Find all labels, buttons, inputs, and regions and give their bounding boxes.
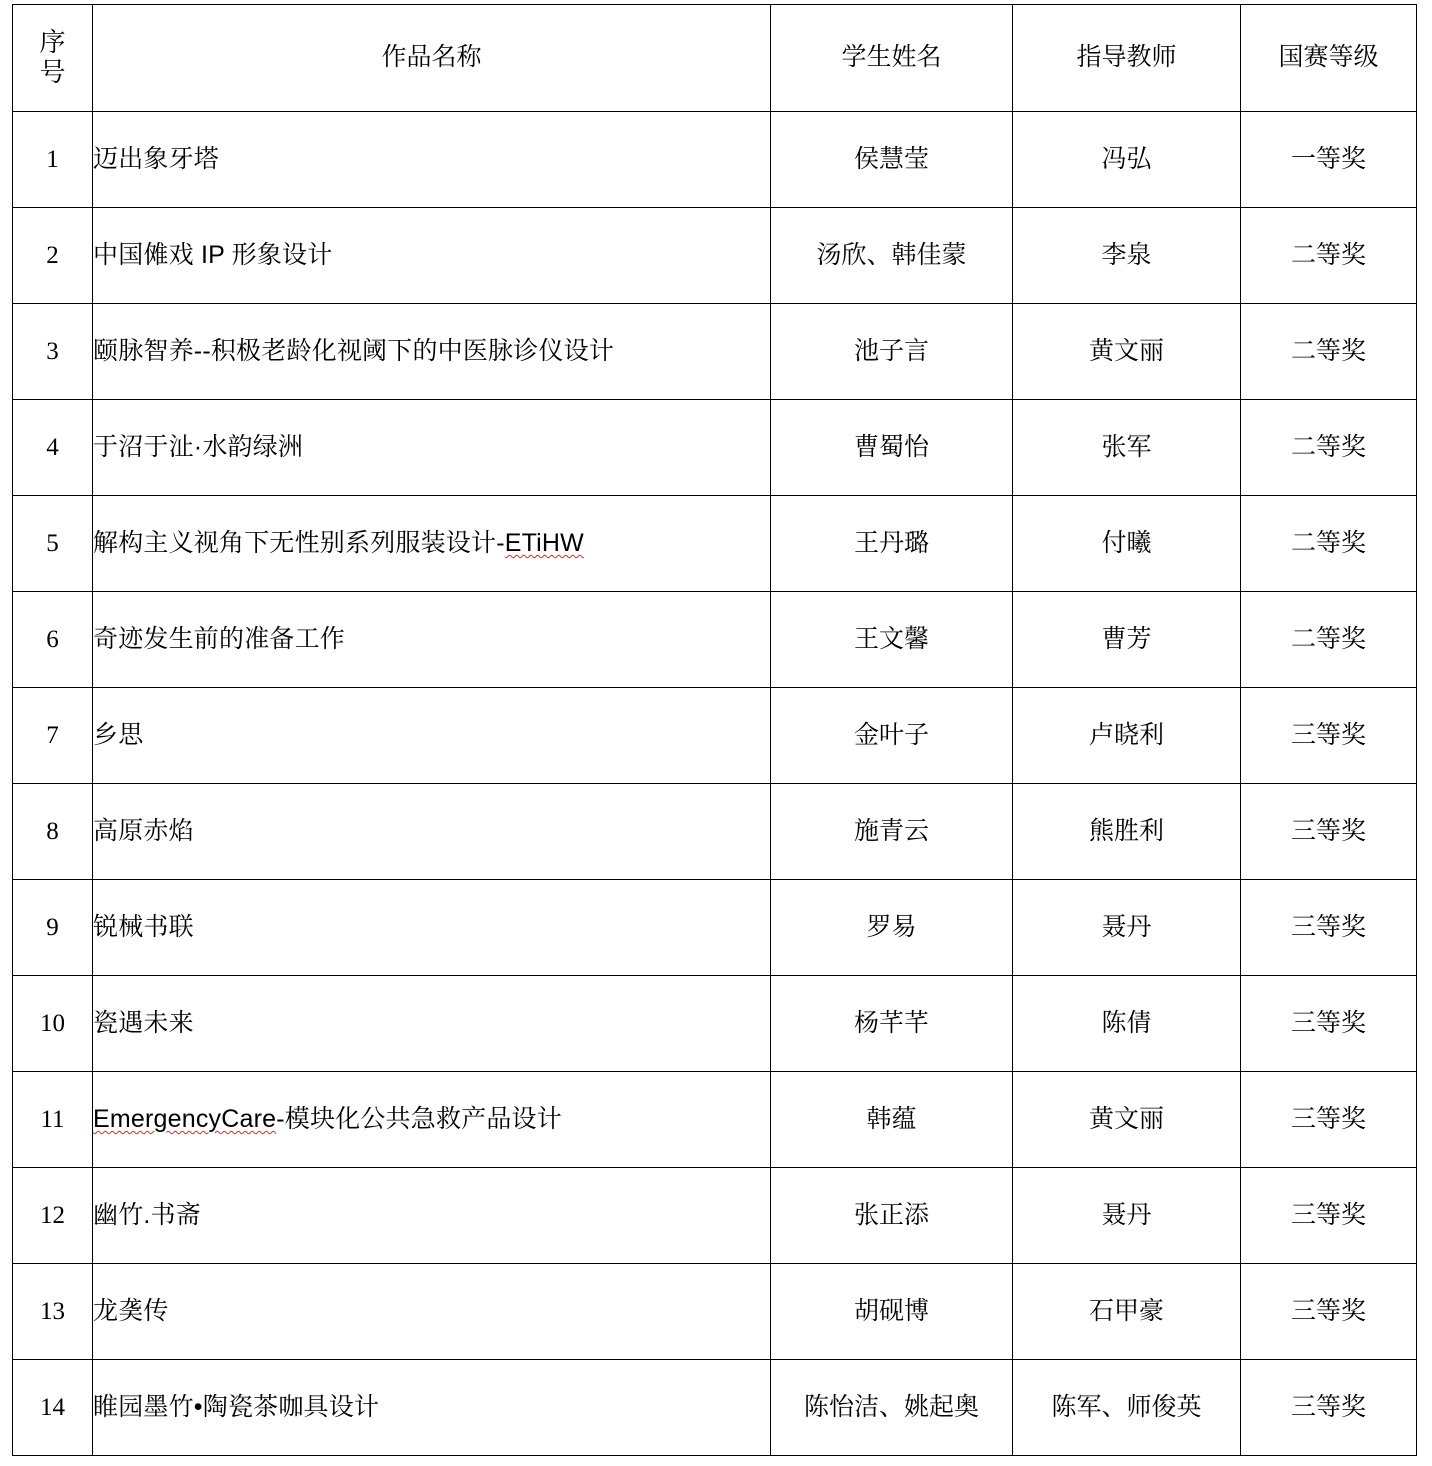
column-header-index-char2: 号 <box>39 57 66 87</box>
table-row <box>13 688 1417 784</box>
column-header-level: 国赛等级 <box>1241 5 1417 112</box>
table-body <box>13 112 1417 1456</box>
cell-teacher: 黄文丽 <box>1013 1072 1241 1168</box>
cell-teacher: 曹芳 <box>1013 592 1241 688</box>
cell-level: 二等奖 <box>1241 400 1417 496</box>
cell-title-text: 解构主义视角下无性别系列服装设计-ETiHW <box>93 528 584 557</box>
cell-student: 罗易 <box>771 880 1013 976</box>
cell-level: 三等奖 <box>1241 688 1417 784</box>
table-row <box>13 304 1417 400</box>
table-row <box>13 1072 1417 1168</box>
cell-title <box>93 496 771 592</box>
cell-index: 5 <box>13 496 93 592</box>
document-page <box>0 4 1432 1466</box>
table-row <box>13 1360 1417 1456</box>
cell-teacher: 石甲豪 <box>1013 1264 1241 1360</box>
cell-teacher: 陈军、师俊英 <box>1013 1360 1241 1456</box>
table-row <box>13 496 1417 592</box>
cell-index: 11 <box>13 1072 93 1168</box>
column-header-student: 学生姓名 <box>771 5 1013 112</box>
cell-index: 3 <box>13 304 93 400</box>
cell-level: 三等奖 <box>1241 880 1417 976</box>
cell-student: 侯慧莹 <box>771 112 1013 208</box>
cell-level: 三等奖 <box>1241 784 1417 880</box>
cell-level: 二等奖 <box>1241 208 1417 304</box>
cell-index: 4 <box>13 400 93 496</box>
cell-teacher: 聂丹 <box>1013 880 1241 976</box>
table-row <box>13 880 1417 976</box>
cell-index: 1 <box>13 112 93 208</box>
table-row <box>13 1168 1417 1264</box>
cell-student: 张正添 <box>771 1168 1013 1264</box>
cell-index: 14 <box>13 1360 93 1456</box>
cell-title: 迈出象牙塔 <box>93 112 771 208</box>
cell-title: 瓷遇未来 <box>93 976 771 1072</box>
cell-level: 三等奖 <box>1241 1072 1417 1168</box>
cell-teacher: 张军 <box>1013 400 1241 496</box>
cell-index: 8 <box>13 784 93 880</box>
cell-teacher: 聂丹 <box>1013 1168 1241 1264</box>
table-row <box>13 400 1417 496</box>
cell-index: 10 <box>13 976 93 1072</box>
cell-title: 奇迹发生前的准备工作 <box>93 592 771 688</box>
table-row <box>13 208 1417 304</box>
cell-index: 7 <box>13 688 93 784</box>
cell-index: 13 <box>13 1264 93 1360</box>
table-header <box>13 5 1417 112</box>
cell-title: 高原赤焰 <box>93 784 771 880</box>
cell-title: 颐脉智养--积极老龄化视阈下的中医脉诊仪设计 <box>93 304 771 400</box>
cell-level: 三等奖 <box>1241 1168 1417 1264</box>
cell-title <box>93 1072 771 1168</box>
cell-student: 王丹璐 <box>771 496 1013 592</box>
cell-level: 三等奖 <box>1241 1360 1417 1456</box>
misspelled-word: ETiHW <box>504 528 584 557</box>
cell-index: 9 <box>13 880 93 976</box>
column-header-index-char1: 序 <box>39 27 66 58</box>
cell-teacher: 冯弘 <box>1013 112 1241 208</box>
cell-title: 中国傩戏 IP 形象设计 <box>93 208 771 304</box>
cell-student: 胡砚博 <box>771 1264 1013 1360</box>
cell-teacher: 卢晓利 <box>1013 688 1241 784</box>
cell-level: 二等奖 <box>1241 304 1417 400</box>
cell-title: 锐械书联 <box>93 880 771 976</box>
cell-student: 杨芊芊 <box>771 976 1013 1072</box>
cell-teacher: 黄文丽 <box>1013 304 1241 400</box>
cell-index: 6 <box>13 592 93 688</box>
cell-title-text: EmergencyCare-模块化公共急救产品设计 <box>93 1104 562 1133</box>
cell-student: 王文馨 <box>771 592 1013 688</box>
table-row <box>13 976 1417 1072</box>
cell-title: 龙䶮传 <box>93 1264 771 1360</box>
column-header-index <box>13 5 93 112</box>
cell-teacher: 熊胜利 <box>1013 784 1241 880</box>
cell-teacher: 付曦 <box>1013 496 1241 592</box>
cell-level: 二等奖 <box>1241 592 1417 688</box>
award-results-table <box>12 4 1417 1456</box>
cell-index: 12 <box>13 1168 93 1264</box>
cell-student: 曹蜀怡 <box>771 400 1013 496</box>
cell-level: 三等奖 <box>1241 976 1417 1072</box>
column-header-title: 作品名称 <box>93 5 771 112</box>
cell-title: 幽竹.书斋 <box>93 1168 771 1264</box>
cell-title: 于沼于沚·水韵绿洲 <box>93 400 771 496</box>
cell-level: 一等奖 <box>1241 112 1417 208</box>
misspelled-word: EmergencyCare <box>93 1104 277 1133</box>
cell-student: 韩蕴 <box>771 1072 1013 1168</box>
cell-student: 金叶子 <box>771 688 1013 784</box>
table-row <box>13 592 1417 688</box>
cell-student: 池子言 <box>771 304 1013 400</box>
table-row <box>13 112 1417 208</box>
column-header-teacher: 指导教师 <box>1013 5 1241 112</box>
cell-teacher: 陈倩 <box>1013 976 1241 1072</box>
cell-title: 乡思 <box>93 688 771 784</box>
cell-student: 陈怡洁、姚起奥 <box>771 1360 1013 1456</box>
table-row <box>13 1264 1417 1360</box>
cell-index: 2 <box>13 208 93 304</box>
cell-student: 汤欣、韩佳蒙 <box>771 208 1013 304</box>
cell-level: 三等奖 <box>1241 1264 1417 1360</box>
cell-teacher: 李泉 <box>1013 208 1241 304</box>
cell-student: 施青云 <box>771 784 1013 880</box>
table-row <box>13 784 1417 880</box>
cell-title: 睢园墨竹•陶瓷茶咖具设计 <box>93 1360 771 1456</box>
table-header-row <box>13 5 1417 112</box>
cell-level: 二等奖 <box>1241 496 1417 592</box>
